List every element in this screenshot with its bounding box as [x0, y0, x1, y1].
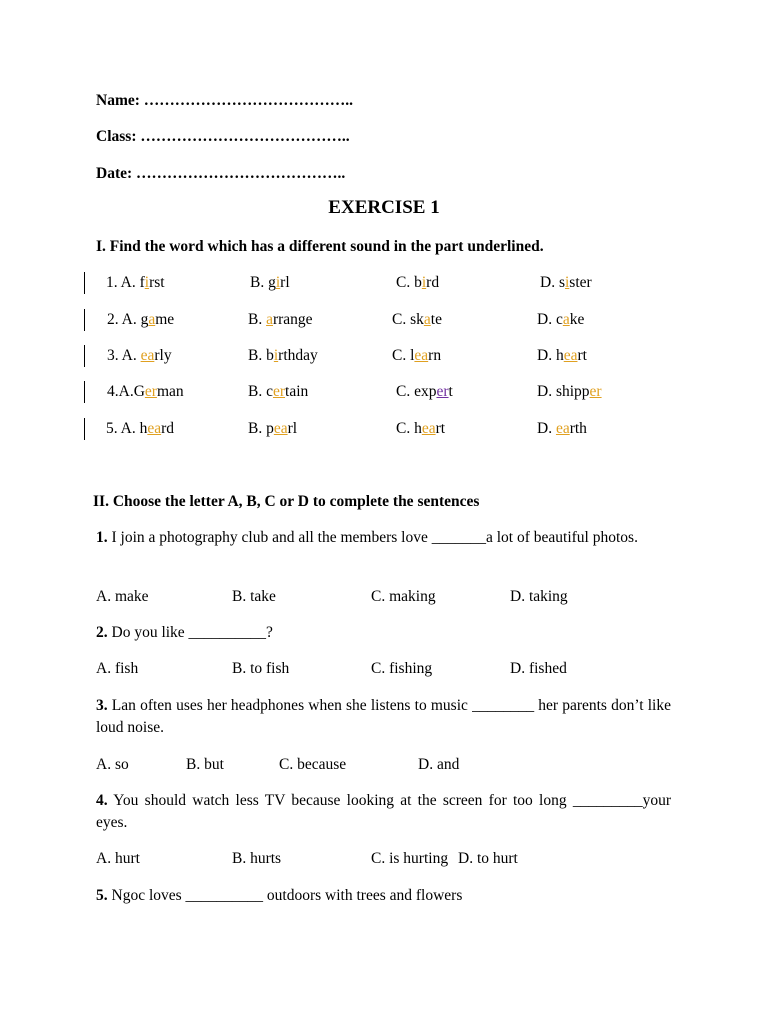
question-text: 5. Ngoc loves __________ outdoors with trees and flowers — [96, 887, 463, 904]
answer-b: B. to fish — [232, 660, 290, 677]
pronunciation-row — [84, 420, 724, 442]
answer-c: C. making — [371, 588, 436, 605]
option-d: D. sister — [540, 274, 592, 291]
option-b: B. arrange — [248, 311, 313, 328]
option-c: C. skate — [392, 311, 442, 328]
class-line: Class: ………………………………….. — [96, 128, 350, 145]
answer-b: B. hurts — [232, 850, 282, 867]
answer-d: D. taking — [510, 588, 568, 605]
pronunciation-row — [84, 311, 724, 333]
answer-d: D. fished — [510, 660, 567, 677]
margin-bar — [84, 309, 85, 331]
margin-bar — [84, 272, 85, 294]
option-c: C. learn — [392, 347, 442, 364]
pronunciation-row — [84, 274, 724, 296]
question-text: 4. You should watch less TV because looking at the screen for too long _________your eyes. — [96, 792, 671, 831]
margin-bar — [84, 418, 85, 440]
answer-d: D. and — [418, 756, 460, 773]
option-c: C. expert — [396, 383, 453, 400]
question-text: 3. Lan often uses her headphones when she listens to music ________ her parents don’t like loud noise. — [96, 697, 671, 736]
option-d: D. earth — [537, 420, 587, 437]
option-b: B. pearl — [248, 420, 298, 437]
answer-a: A. so — [96, 756, 129, 773]
answer-d: D. to hurt — [458, 850, 518, 867]
option-c: C. bird — [396, 274, 440, 291]
answer-c: C. is hurting — [371, 850, 449, 867]
section2-heading: II. Choose the letter A, B, C or D to complete the sentences — [93, 493, 480, 510]
answer-c: C. fishing — [371, 660, 433, 677]
option-a: 2. A. game — [107, 311, 175, 328]
option-d: D. cake — [537, 311, 585, 328]
option-b: B. birthday — [248, 347, 318, 364]
pronunciation-row — [84, 347, 724, 369]
section1-heading: I. Find the word which has a different sound in the part underlined. — [96, 238, 544, 255]
answer-row — [96, 850, 696, 872]
margin-bar — [84, 381, 85, 403]
name-line: Name: ………………………………….. — [96, 92, 354, 109]
pronunciation-row — [84, 383, 724, 405]
answer-b: B. but — [186, 756, 224, 773]
option-a: 1. A. first — [106, 274, 165, 291]
answer-a: A. make — [96, 588, 149, 605]
answer-c: C. because — [279, 756, 347, 773]
answer-row — [96, 660, 696, 682]
option-b: B. certain — [248, 383, 309, 400]
answer-row — [96, 588, 696, 610]
question-text: 2. Do you like __________? — [96, 624, 273, 641]
option-b: B. girl — [250, 274, 290, 291]
date-line: Date: ………………………………….. — [96, 165, 346, 182]
margin-bar — [84, 345, 85, 367]
answer-row — [96, 756, 696, 778]
option-a: 4.A.German — [107, 383, 184, 400]
option-a: 5. A. heard — [106, 420, 175, 437]
exercise-title: EXERCISE 1 — [328, 197, 440, 218]
answer-a: A. hurt — [96, 850, 140, 867]
option-c: C. heart — [396, 420, 446, 437]
option-a: 3. A. early — [107, 347, 172, 364]
option-d: D. shipper — [537, 383, 602, 400]
option-d: D. heart — [537, 347, 587, 364]
question-text: 1. I join a photography club and all the members love _______a lot of beautiful photos. — [96, 529, 638, 546]
answer-b: B. take — [232, 588, 276, 605]
answer-a: A. fish — [96, 660, 139, 677]
